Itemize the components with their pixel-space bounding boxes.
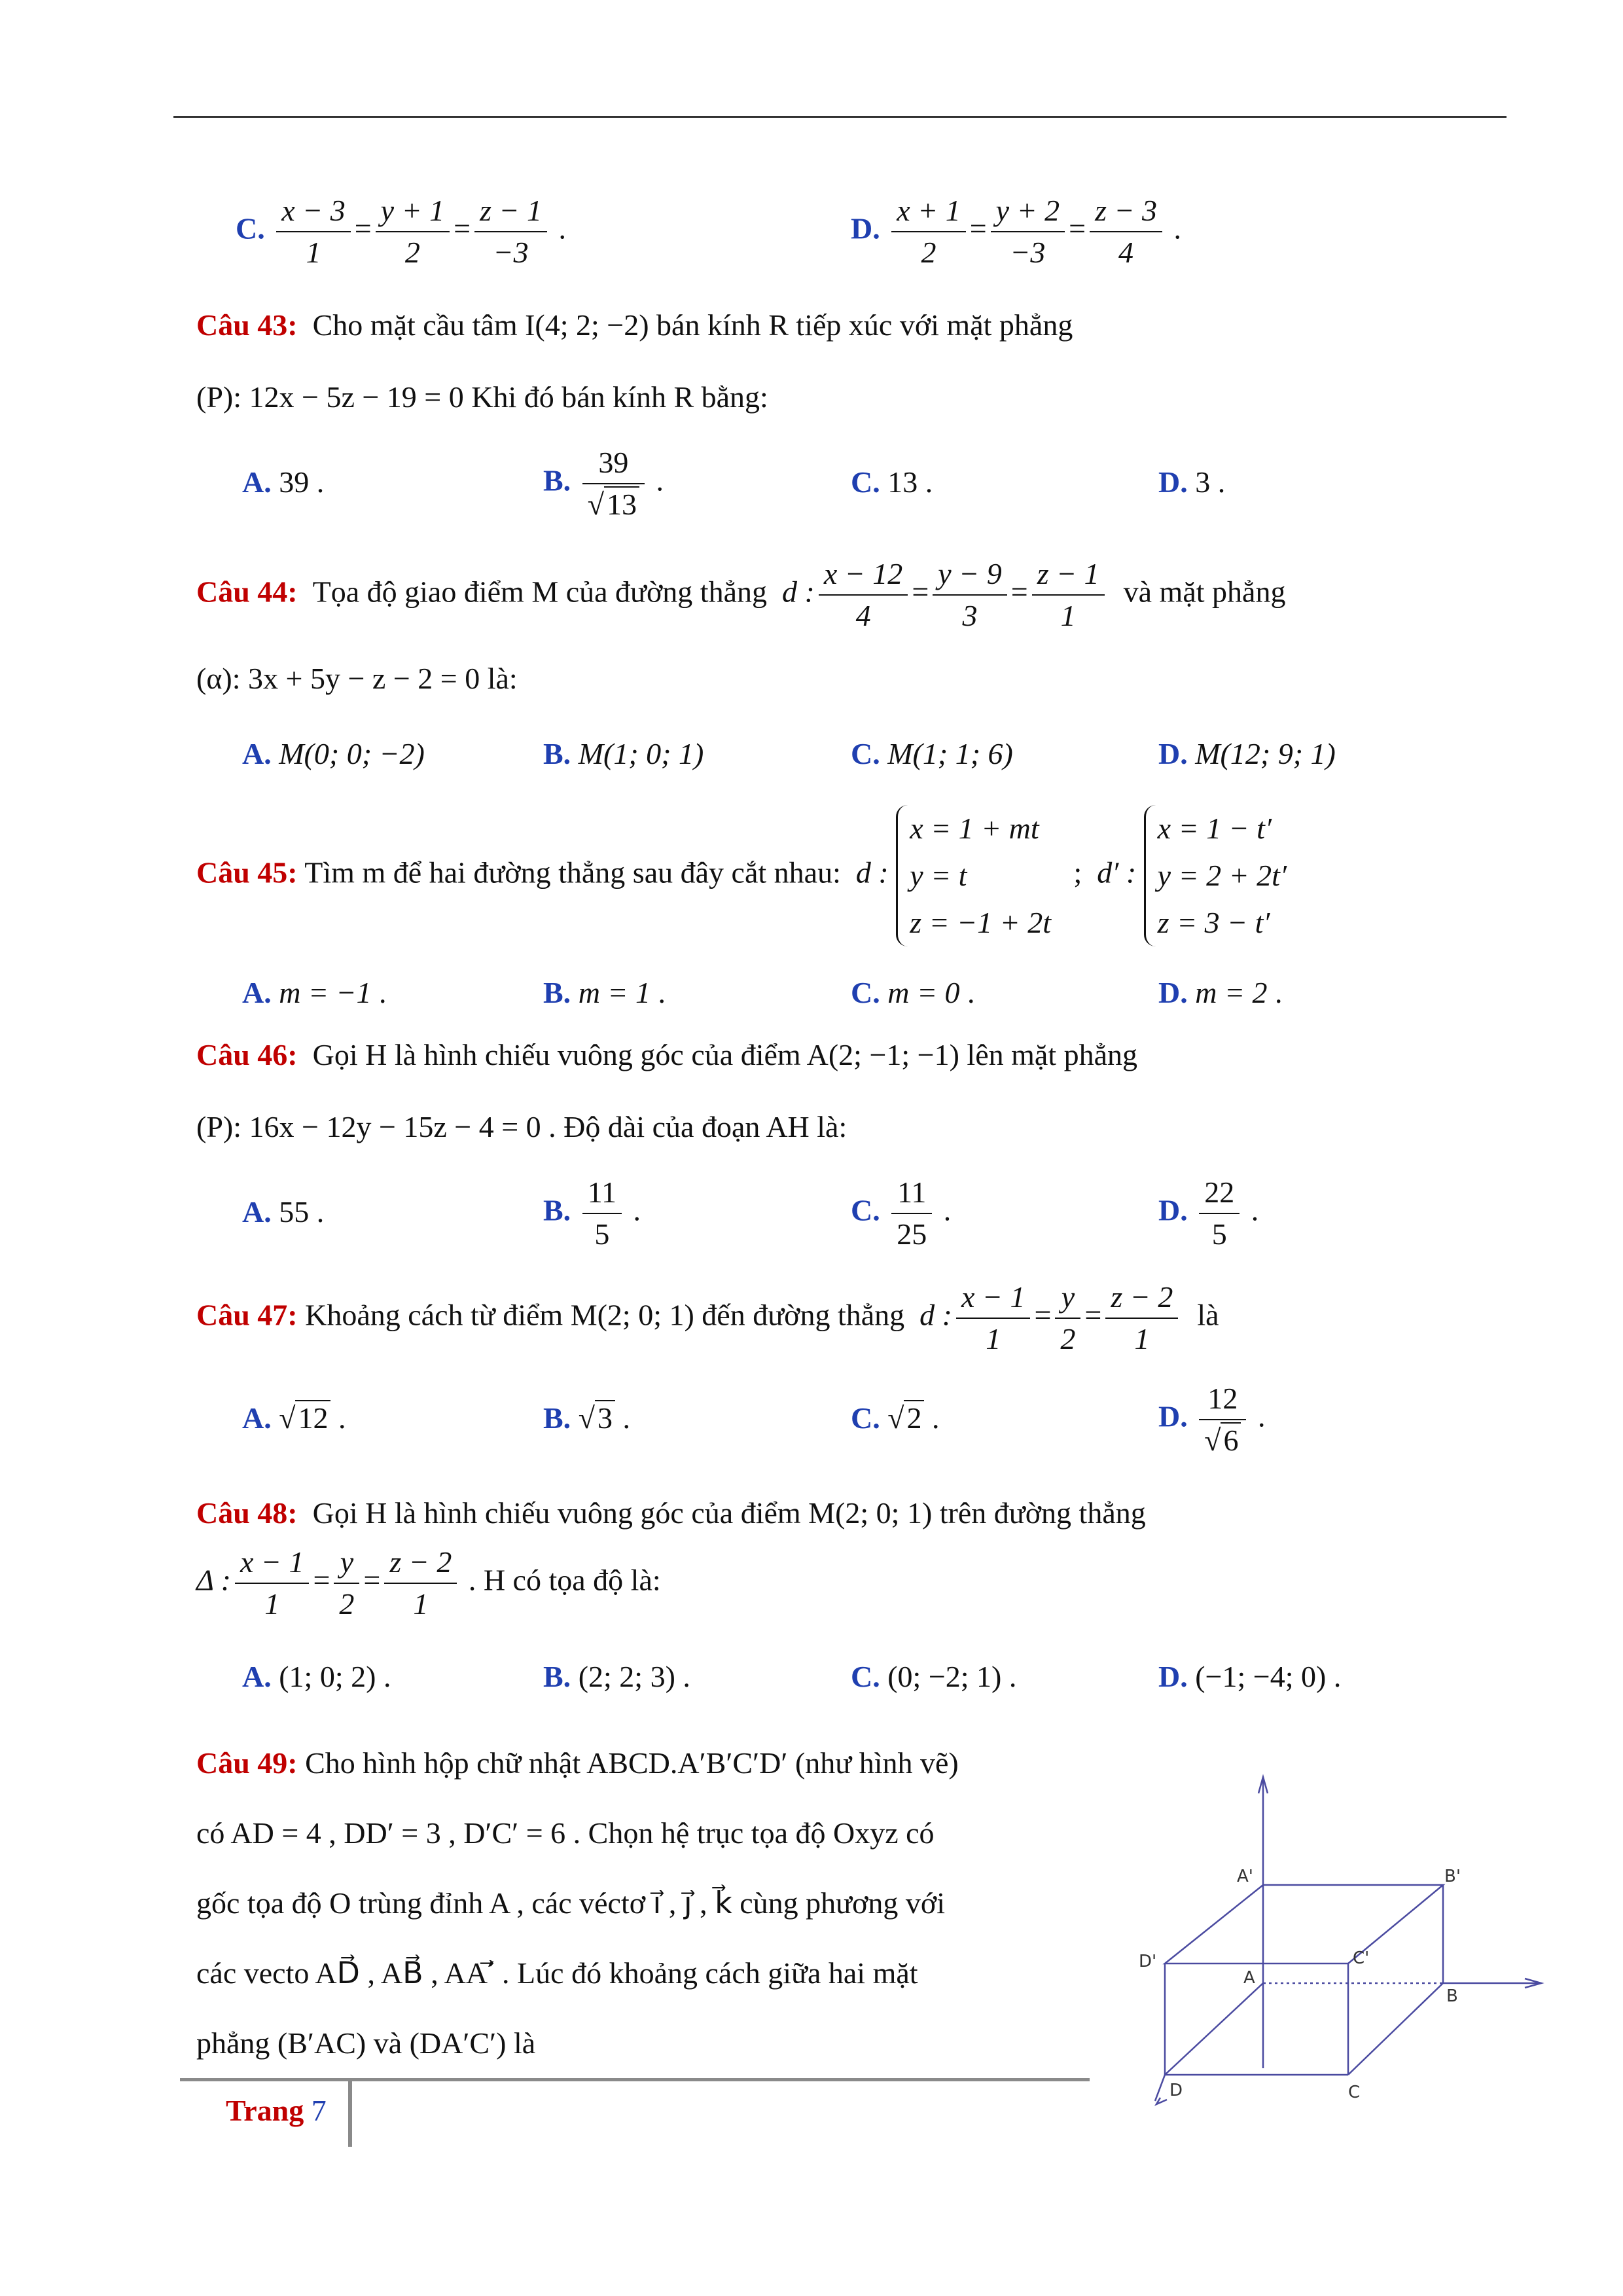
q48-line2: Δ : $\frac{x - 1}{1}$ = $\frac{y}{2}$ = $\frac{z - 2}{1}$ . H có tọa độ là: [196,1545,661,1621]
q46-line1: Câu 46: Gọi H là hình chiếu vuông góc của điểm A(2; −1; −1) lên mặt phẳng [196,1038,1138,1071]
q46-option-d: D. $\frac{22}{5}$ . [1158,1175,1259,1251]
q44-line1: Câu 44: Tọa độ giao điểm M của đường thẳng d : $\frac{x - 12}{4}$ = $\frac{y - 9}{3}$ = $\frac{z - 1}{1}$ và mặt phẳng [196,557,1286,632]
label-a: A [1243,1968,1255,1988]
q47-option-b: B. √3 . [543,1401,630,1435]
q43-option-d: D. 3 . [1158,465,1226,499]
q48-option-d: D. (−1; −4; 0) . [1158,1660,1342,1693]
q47-option-d: D. $\frac{12}{√6}$ . [1158,1382,1266,1457]
q48-option-a: A. (1; 0; 2) . [242,1660,391,1693]
label-c-prime: C' [1353,1948,1370,1968]
footer-divider [348,2078,352,2147]
q43-option-c: C. 13 . [851,465,933,499]
q44-option-c: C. M(1; 1; 6) [851,737,1013,770]
top-face [1165,1885,1443,1964]
system-d: x = 1 + mt y = t z = −1 + 2t [896,805,1051,946]
q45-option-a: A. m = −1 . [242,976,387,1009]
label-b: B [1446,1986,1458,2006]
q42-option-c: C. $\frac{x - 3}{1}$ = $\frac{y + 1}{2}$ = $\frac{z - 1}{-3}$ . [236,194,567,269]
page-footer: Trang 7 [226,2094,327,2127]
q44-option-d: D. M(12; 9; 1) [1158,737,1336,770]
q48-option-b: B. (2; 2; 3) . [543,1660,690,1693]
q49-text: Câu 49: Cho hình hộp chữ nhật ABCD.A′B′C′D′ (như hình vẽ) có AD = 4 , DD′ = 3 , D′C′ = 6 . Chọn hệ trục tọa độ Oxyz có gốc tọa độ O trùng đỉnh A , các véctơ i⃗ , j⃗ , k⃗ cùng phương với các vecto AD⃗ , AB⃗ , AA′⃗ . Lúc đó khoảng cách giữa hai mặt phẳng (B′AC) và (DA′C′) là [196,1746,959,2060]
q43-line2: (P): 12x − 5z − 19 = 0 Khi đó bán kính R bằng: [196,380,768,414]
y-axis [1165,1983,1263,2075]
y-axis-tail [1155,2075,1165,2101]
q45-option-d: D. m = 2 . [1158,976,1283,1009]
q46-option-c: C. $\frac{11}{25}$ . [851,1175,952,1251]
q43-line1: Câu 43: Cho mặt cầu tâm I(4; 2; −2) bán kính R tiếp xúc với mặt phẳng [196,308,1073,342]
q44-line2: (α): 3x + 5y − z − 2 = 0 là: [196,662,518,695]
q42-option-d: D. $\frac{x + 1}{2}$ = $\frac{y + 2}{-3}$ = $\frac{z - 3}{4}$ . [851,194,1182,269]
q45-option-c: C. m = 0 . [851,976,975,1009]
q46-option-a: A. 55 . [242,1195,325,1229]
q44-option-b: B. M(1; 0; 1) [543,737,704,770]
q48-line1: Câu 48: Gọi H là hình chiếu vuông góc của điểm M(2; 0; 1) trên đường thẳng [196,1496,1146,1530]
page-number: 7 [311,2094,327,2127]
q48-option-c: C. (0; −2; 1) . [851,1660,1017,1693]
edge-cb [1348,1983,1443,2075]
q43-option-a: A. 39 . [242,465,325,499]
q43-option-b: B. $\frac{39}{√13}$ . [543,446,664,521]
q44-option-a: A. M(0; 0; −2) [242,737,425,770]
q46-line2: (P): 16x − 12y − 15z − 4 = 0 . Độ dài của đoạn AH là: [196,1110,847,1143]
q45-option-b: B. m = 1 . [543,976,666,1009]
footer-rule [180,2078,1090,2081]
q47-option-c: C. √2 . [851,1401,940,1435]
q47-option-a: A. √12 . [242,1401,346,1435]
q46-option-b: B. $\frac{11}{5}$ . [543,1175,641,1251]
label-b-prime: B' [1444,1867,1461,1886]
label-c: C [1348,2083,1361,2102]
label-d: D [1169,2081,1183,2100]
label-a-prime: A' [1237,1867,1253,1886]
system-d-prime: x = 1 − t′ y = 2 + 2t′ z = 3 − t′ [1144,805,1287,946]
label-d-prime: D' [1139,1952,1157,1971]
header-rule [173,116,1507,118]
cuboid-figure [1116,1767,1561,2134]
q45-line1: Câu 45: Tìm m để hai đường thẳng sau đây cắt nhau: d : x = 1 + mt y = t z = −1 + 2t ; d′ : x = 1 − t′ y = 2 + 2t′ z = 3 − t′ [196,805,1287,946]
y-axis-arrow [1156,2098,1167,2104]
q47-line1: Câu 47: Khoảng cách từ điểm M(2; 0; 1) đến đường thẳng d : $\frac{x - 1}{1}$ = $\frac{y}{2}$ = $\frac{z - 2}{1}$ là [196,1280,1219,1355]
